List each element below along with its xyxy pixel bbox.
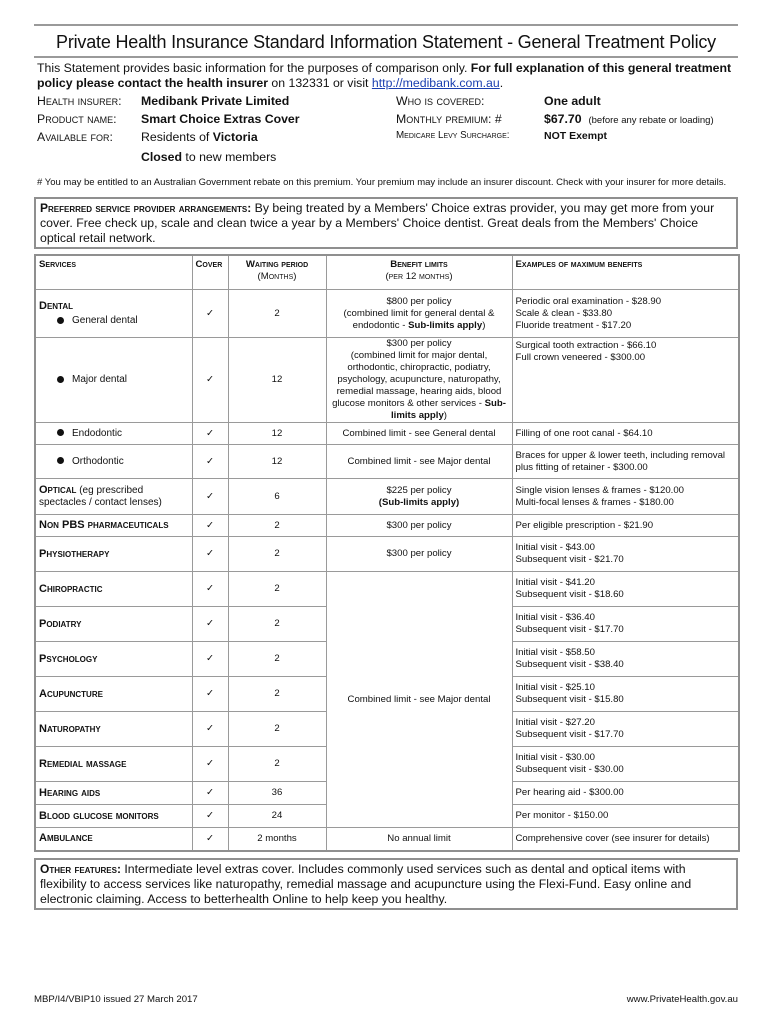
closed-status	[141, 150, 276, 164]
example-line: Subsequent visit - $30.00	[515, 764, 624, 775]
limit-main: $225 per policy	[386, 484, 452, 496]
example-line: Subsequent visit - $38.40	[515, 659, 624, 670]
examples-cell	[512, 290, 739, 338]
title-divider	[34, 56, 738, 58]
service-cell	[35, 479, 192, 515]
service-cell	[35, 747, 192, 782]
service-name: Ambulance	[39, 832, 93, 845]
table-row	[35, 338, 739, 423]
example-line: Subsequent visit - $21.70	[515, 554, 624, 565]
service-subname: Orthodontic	[72, 455, 124, 467]
intro-text: This Statement provides basic information for the purposes of comparison only.	[37, 61, 471, 75]
service-subname: Major dental	[72, 374, 128, 385]
top-divider	[34, 24, 738, 26]
limit-main: $300 per policy	[386, 338, 452, 349]
waiting-period: 6	[228, 479, 326, 515]
limit-detail-end: )	[443, 410, 447, 421]
service-name: Acupuncture	[39, 687, 103, 700]
intro-bold: For full explanation of this general treatment policy please contact the health insurer	[37, 61, 732, 90]
cover-tick-icon: ✓	[192, 290, 228, 338]
insurer-link[interactable]: http://medibank.com.au	[371, 76, 500, 90]
service-cell	[35, 445, 192, 479]
waiting-period: 2	[228, 537, 326, 572]
premium-label: Monthly premium: #	[396, 112, 502, 126]
rebate-footnote: # You may be entitled to an Australian Government rebate on this premium. Your premium may include an insurer discount. Check with your insurer for more details.	[37, 177, 727, 188]
waiting-period: 12	[228, 423, 326, 445]
intro-period: .	[499, 76, 504, 90]
cover-tick-icon: ✓	[192, 515, 228, 537]
cover-tick-icon: ✓	[192, 782, 228, 805]
waiting-period: 2	[228, 712, 326, 747]
available-prefix: Residents of	[141, 130, 213, 144]
example-line: Initial visit - $58.50	[515, 647, 595, 658]
insurer-value: Medibank Private Limited	[141, 94, 290, 108]
statement-page	[34, 24, 738, 910]
limit-detail-text: (combined limit for major dental, orthodontic, chiropractic, podiatry, psychology, acupuncture, naturopathy, remedial massage, hearing aids, blood glucose monitors & other services -	[332, 350, 502, 409]
available-value	[141, 130, 258, 144]
table-row	[35, 423, 739, 445]
waiting-period: 2	[228, 572, 326, 607]
cover-tick-icon: ✓	[192, 572, 228, 607]
examples-cell	[512, 338, 739, 423]
examples-cell	[512, 677, 739, 712]
table-row	[35, 445, 739, 479]
limit-detail-text: (combined limit for general dental & endodontic -	[343, 307, 495, 331]
examples-cell: Per hearing aid - $300.00	[512, 782, 739, 805]
example-line: Initial visit - $41.20	[515, 577, 595, 588]
service-cell	[35, 537, 192, 572]
example-line: Subsequent visit - $17.70	[515, 624, 624, 635]
cover-tick-icon: ✓	[192, 537, 228, 572]
closed-rest: to new members	[182, 150, 277, 164]
service-name: Chiropractic	[39, 582, 103, 595]
covered-label: Who is covered:	[396, 94, 485, 108]
service-cell	[35, 338, 192, 423]
header-waiting	[228, 255, 326, 290]
service-cell	[35, 642, 192, 677]
examples-cell	[512, 642, 739, 677]
footer-date: 27 March 2017	[133, 994, 198, 1005]
example-line: Subsequent visit - $15.80	[515, 694, 624, 705]
bullet-icon	[57, 429, 64, 436]
service-cell	[35, 712, 192, 747]
examples-cell	[512, 607, 739, 642]
header-waiting-sub: (Months)	[257, 271, 297, 282]
cover-tick-icon: ✓	[192, 747, 228, 782]
closed-bold: Closed	[141, 150, 182, 164]
intro-paragraph	[34, 61, 738, 91]
table-row	[35, 479, 739, 515]
examples-cell	[512, 712, 739, 747]
table-row	[35, 290, 739, 338]
benefit-limit: $300 per policy	[326, 537, 512, 572]
service-cell	[35, 607, 192, 642]
example-line: Single vision lenses & frames - $120.00	[515, 484, 685, 496]
examples-cell	[512, 747, 739, 782]
limit-detail-end: )	[482, 319, 486, 331]
policy-info	[34, 94, 738, 164]
waiting-period: 24	[228, 805, 326, 828]
limit-detail-bold: Sub-limits apply	[391, 398, 506, 421]
cover-tick-icon: ✓	[192, 677, 228, 712]
table-row	[35, 537, 739, 572]
example-line: Subsequent visit - $18.60	[515, 589, 624, 600]
footer-site[interactable]: www.PrivateHealth.gov.au	[626, 994, 738, 1005]
preferred-label: Preferred service provider arrangements:	[40, 201, 252, 215]
example-line: Initial visit - $27.20	[515, 717, 595, 728]
examples-cell	[512, 572, 739, 607]
limit-detail	[330, 350, 509, 422]
limit-detail	[330, 308, 509, 332]
limit-detail-bold: Sub-limits apply	[408, 319, 483, 331]
waiting-period: 2	[228, 747, 326, 782]
service-cell	[35, 290, 192, 338]
table-row	[35, 572, 739, 607]
service-name: Podiatry	[39, 617, 82, 630]
waiting-period: 2	[228, 607, 326, 642]
waiting-period: 12	[228, 445, 326, 479]
premium-value	[544, 112, 714, 126]
cover-tick-icon: ✓	[192, 479, 228, 515]
cover-tick-icon: ✓	[192, 642, 228, 677]
example-line: Surgical tooth extraction - $66.10	[515, 340, 657, 351]
waiting-period: 2	[228, 642, 326, 677]
page-title: Private Health Insurance Standard Information Statement - General Treatment Policy	[56, 32, 716, 52]
premium-note: (before any rebate or loading)	[588, 115, 714, 126]
intro-text-2: on 132331 or visit	[267, 76, 372, 90]
service-name: Blood glucose monitors	[39, 809, 159, 822]
service-cell	[35, 515, 192, 537]
preferred-text: By being treated by a Members' Choice extras provider, you may get more from your cover. Free check up, scale and clean twice a year by a Members' Choice dentist. Great deals from the Members' Choice optical retail network.	[40, 201, 715, 245]
header-limits-sub: (per 12 months)	[385, 271, 453, 282]
example-line: Initial visit - $25.10	[515, 682, 595, 693]
other-features-text: Intermediate level extras cover. Includes commonly used services such as dental and optical items with flexibility to access services like naturopathy, remedial massage and acupuncture using the Flexi-Fund. Easy online and electronic claiming. Access to betterhealth Online to help keep you healthy.	[40, 861, 692, 906]
product-value: Smart Choice Extras Cover	[141, 112, 300, 126]
example-line: Fluoride treatment - $17.20	[515, 319, 632, 331]
other-features-label: Other features:	[40, 861, 121, 876]
waiting-period: 36	[228, 782, 326, 805]
example-line: Subsequent visit - $17.70	[515, 729, 624, 740]
premium-amount: $67.70	[544, 112, 582, 126]
service-cell	[35, 782, 192, 805]
service-cell	[35, 423, 192, 445]
other-features-box	[34, 858, 738, 910]
examples-cell: Filling of one root canal - $64.10	[512, 423, 739, 445]
cover-tick-icon: ✓	[192, 805, 228, 828]
benefit-limit	[326, 479, 512, 515]
benefit-limit: Combined limit - see General dental	[326, 423, 512, 445]
example-line: Initial visit - $43.00	[515, 542, 595, 553]
example-line: Initial visit - $30.00	[515, 752, 595, 763]
service-cell	[35, 677, 192, 712]
service-cell	[35, 828, 192, 851]
waiting-period: 2	[228, 515, 326, 537]
example-line: Periodic oral examination - $28.90	[515, 295, 662, 307]
covered-value: One adult	[544, 94, 601, 108]
header-cover: Cover	[192, 255, 228, 290]
limit-main: $800 per policy	[386, 295, 452, 307]
limit-detail-bold: (Sub-limits apply)	[378, 496, 460, 508]
service-cell	[35, 805, 192, 828]
levy-label: Medicare Levy Surcharge:	[396, 130, 510, 141]
header-waiting-title: Waiting period	[245, 259, 309, 270]
service-name: Remedial massage	[39, 757, 127, 770]
levy-value: NOT Exempt	[544, 130, 608, 142]
service-name: Optical	[39, 484, 77, 496]
cover-tick-icon: ✓	[192, 445, 228, 479]
header-examples: Examples of maximum benefits	[512, 255, 739, 290]
service-subname: General dental	[72, 315, 138, 326]
examples-cell	[512, 537, 739, 572]
services-table	[34, 254, 740, 852]
header-limits	[326, 255, 512, 290]
table-header	[35, 255, 739, 290]
bullet-icon	[57, 457, 64, 464]
cover-tick-icon: ✓	[192, 828, 228, 851]
waiting-period: 2	[228, 290, 326, 338]
service-name-detail: (eg prescribed spectacles / contact lenses)	[39, 485, 162, 508]
example-line: Scale & clean - $33.80	[515, 307, 613, 319]
cover-tick-icon: ✓	[192, 607, 228, 642]
service-cell	[35, 572, 192, 607]
preferred-provider-box	[34, 197, 738, 249]
cover-tick-icon: ✓	[192, 423, 228, 445]
examples-cell: Comprehensive cover (see insurer for details)	[512, 828, 739, 851]
service-name: Non PBS pharmaceuticals	[39, 519, 169, 531]
examples-cell: Per monitor - $150.00	[512, 805, 739, 828]
example-line: Initial visit - $36.40	[515, 612, 595, 623]
examples-cell: Per eligible prescription - $21.90	[512, 515, 739, 537]
examples-cell	[512, 479, 739, 515]
available-label: Available for:	[37, 130, 113, 144]
bullet-icon	[57, 376, 64, 383]
benefit-limit-combined: Combined limit - see Major dental	[326, 572, 512, 828]
service-name: Naturopathy	[39, 722, 101, 735]
table-row	[35, 515, 739, 537]
cover-tick-icon: ✓	[192, 338, 228, 423]
benefit-limit: Combined limit - see Major dental	[326, 445, 512, 479]
example-line: Full crown veneered - $300.00	[515, 352, 646, 363]
cover-tick-icon: ✓	[192, 712, 228, 747]
benefit-limit	[326, 338, 512, 423]
available-state: Victoria	[212, 130, 258, 144]
service-name: Physiotherapy	[39, 547, 110, 560]
waiting-period: 2	[228, 677, 326, 712]
waiting-period: 2 months	[228, 828, 326, 851]
examples-cell: Braces for upper & lower teeth, including removal plus fitting of retainer - $300.00	[512, 445, 739, 479]
waiting-period: 12	[228, 338, 326, 423]
header-services: Services	[35, 255, 192, 290]
footer-code: MBP/I4/VBIP10 issued	[34, 994, 134, 1005]
product-label: Product name:	[37, 112, 117, 126]
benefit-limit	[326, 290, 512, 338]
service-name: Hearing aids	[39, 786, 101, 799]
example-line: Multi-focal lenses & frames - $180.00	[515, 496, 674, 508]
header-limits-title: Benefit limits	[390, 259, 448, 270]
benefit-limit: No annual limit	[326, 828, 512, 851]
service-name: Psychology	[39, 652, 98, 665]
bullet-icon	[57, 317, 64, 324]
document-code	[34, 994, 198, 1005]
insurer-label: Health insurer:	[37, 94, 122, 108]
service-name: Dental	[39, 300, 74, 312]
service-subname: Endodontic	[72, 427, 123, 439]
table-row	[35, 828, 739, 851]
benefit-limit: $300 per policy	[326, 515, 512, 537]
